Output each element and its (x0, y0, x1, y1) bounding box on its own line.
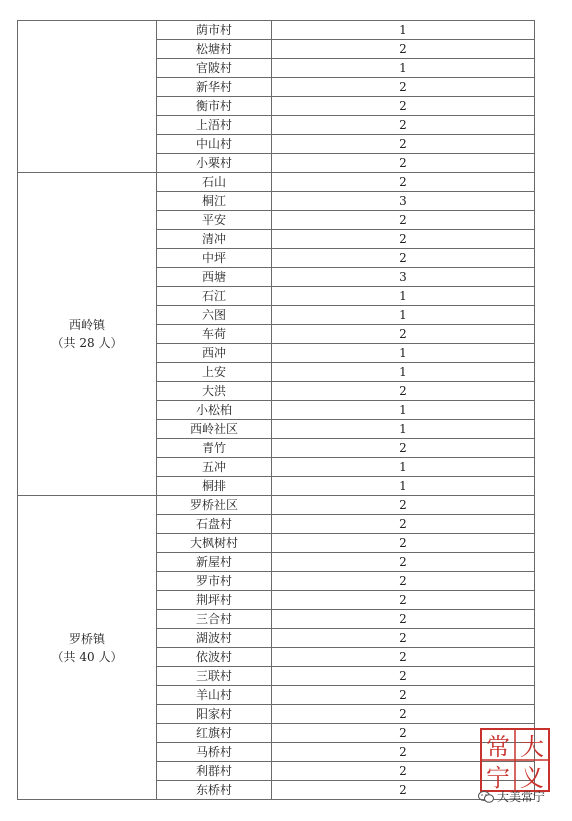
village-name: 桐江 (157, 192, 272, 211)
village-count: 2 (272, 135, 535, 154)
village-name: 中坪 (157, 249, 272, 268)
village-count: 1 (272, 306, 535, 325)
village-count: 2 (272, 667, 535, 686)
village-count: 2 (272, 686, 535, 705)
seal-char: 常 (486, 733, 510, 761)
town-name: 罗桥镇 (68, 631, 105, 646)
village-count: 2 (272, 781, 535, 800)
town-cell (18, 173, 157, 496)
village-count: 2 (272, 762, 535, 781)
village-name: 荆坪村 (157, 591, 272, 610)
account-watermark (478, 787, 570, 807)
village-name: 石江 (157, 287, 272, 306)
village-count: 2 (272, 553, 535, 572)
village-name: 三合村 (157, 610, 272, 629)
village-name: 石山 (157, 173, 272, 192)
village-name: 西岭社区 (157, 420, 272, 439)
village-name: 大洪 (157, 382, 272, 401)
village-count: 2 (272, 496, 535, 515)
village-count: 1 (272, 59, 535, 78)
village-count: 1 (272, 21, 535, 40)
village-name: 上安 (157, 363, 272, 382)
village-count: 2 (272, 382, 535, 401)
village-name: 六图 (157, 306, 272, 325)
village-count: 1 (272, 477, 535, 496)
village-name: 清冲 (157, 230, 272, 249)
village-name: 新屋村 (157, 553, 272, 572)
village-name: 石盘村 (157, 515, 272, 534)
village-count: 2 (272, 705, 535, 724)
village-count: 2 (272, 325, 535, 344)
village-count: 2 (272, 629, 535, 648)
village-count: 2 (272, 439, 535, 458)
village-name: 利群村 (157, 762, 272, 781)
village-count: 3 (272, 268, 535, 287)
watermark-text: 大美常宁 (497, 790, 546, 804)
seal-char: 义 (520, 764, 544, 792)
village-count: 2 (272, 116, 535, 135)
village-count: 1 (272, 401, 535, 420)
village-count: 1 (272, 344, 535, 363)
wechat-icon (478, 790, 494, 804)
town-count: （共 28 人） (51, 336, 123, 350)
village-count: 2 (272, 211, 535, 230)
village-count: 2 (272, 572, 535, 591)
village-name: 马桥村 (157, 743, 272, 762)
seal-stamp (480, 728, 550, 792)
village-count: 2 (272, 97, 535, 116)
village-count: 2 (272, 40, 535, 59)
table-row (18, 496, 535, 515)
village-name: 中山村 (157, 135, 272, 154)
town-cell (18, 496, 157, 800)
village-count: 2 (272, 154, 535, 173)
village-name: 平安 (157, 211, 272, 230)
village-name: 依波村 (157, 648, 272, 667)
village-count: 2 (272, 534, 535, 553)
village-count: 2 (272, 648, 535, 667)
village-name: 松塘村 (157, 40, 272, 59)
village-count: 2 (272, 249, 535, 268)
seal-char: 宁 (486, 764, 510, 792)
village-count: 2 (272, 173, 535, 192)
village-name: 小松柏 (157, 401, 272, 420)
village-count: 1 (272, 363, 535, 382)
village-count: 2 (272, 591, 535, 610)
village-count: 1 (272, 458, 535, 477)
village-name: 罗市村 (157, 572, 272, 591)
village-count: 2 (272, 230, 535, 249)
village-name: 新华村 (157, 78, 272, 97)
village-name: 荫市村 (157, 21, 272, 40)
allocation-table (17, 20, 535, 800)
town-name: 西岭镇 (68, 318, 105, 332)
village-name: 西冲 (157, 344, 272, 363)
village-name: 三联村 (157, 667, 272, 686)
village-count: 2 (272, 78, 535, 97)
village-name: 红旗村 (157, 724, 272, 743)
village-name: 青竹 (157, 439, 272, 458)
village-name: 罗桥社区 (157, 496, 272, 515)
village-name: 上浯村 (157, 116, 272, 135)
village-count: 1 (272, 287, 535, 306)
table-row (18, 21, 535, 40)
village-name: 官陂村 (157, 59, 272, 78)
village-name: 车荷 (157, 325, 272, 344)
village-name: 小栗村 (157, 154, 272, 173)
table-body (18, 21, 535, 800)
village-name: 大枫树村 (157, 534, 272, 553)
table-row (18, 173, 535, 192)
village-name: 阳家村 (157, 705, 272, 724)
village-name: 衡市村 (157, 97, 272, 116)
village-name: 桐排 (157, 477, 272, 496)
village-count: 2 (272, 610, 535, 629)
village-name: 五冲 (157, 458, 272, 477)
village-count: 1 (272, 420, 535, 439)
village-count: 2 (272, 515, 535, 534)
village-name: 东桥村 (157, 781, 272, 800)
village-count: 2 (272, 724, 535, 743)
village-name: 羊山村 (157, 686, 272, 705)
village-name: 西塘 (157, 268, 272, 287)
seal-char: 大 (520, 733, 544, 761)
village-count: 2 (272, 743, 535, 762)
town-cell (18, 21, 157, 173)
village-name: 湖波村 (157, 629, 272, 648)
town-count: （共 40 人） (51, 649, 123, 664)
village-count: 3 (272, 192, 535, 211)
